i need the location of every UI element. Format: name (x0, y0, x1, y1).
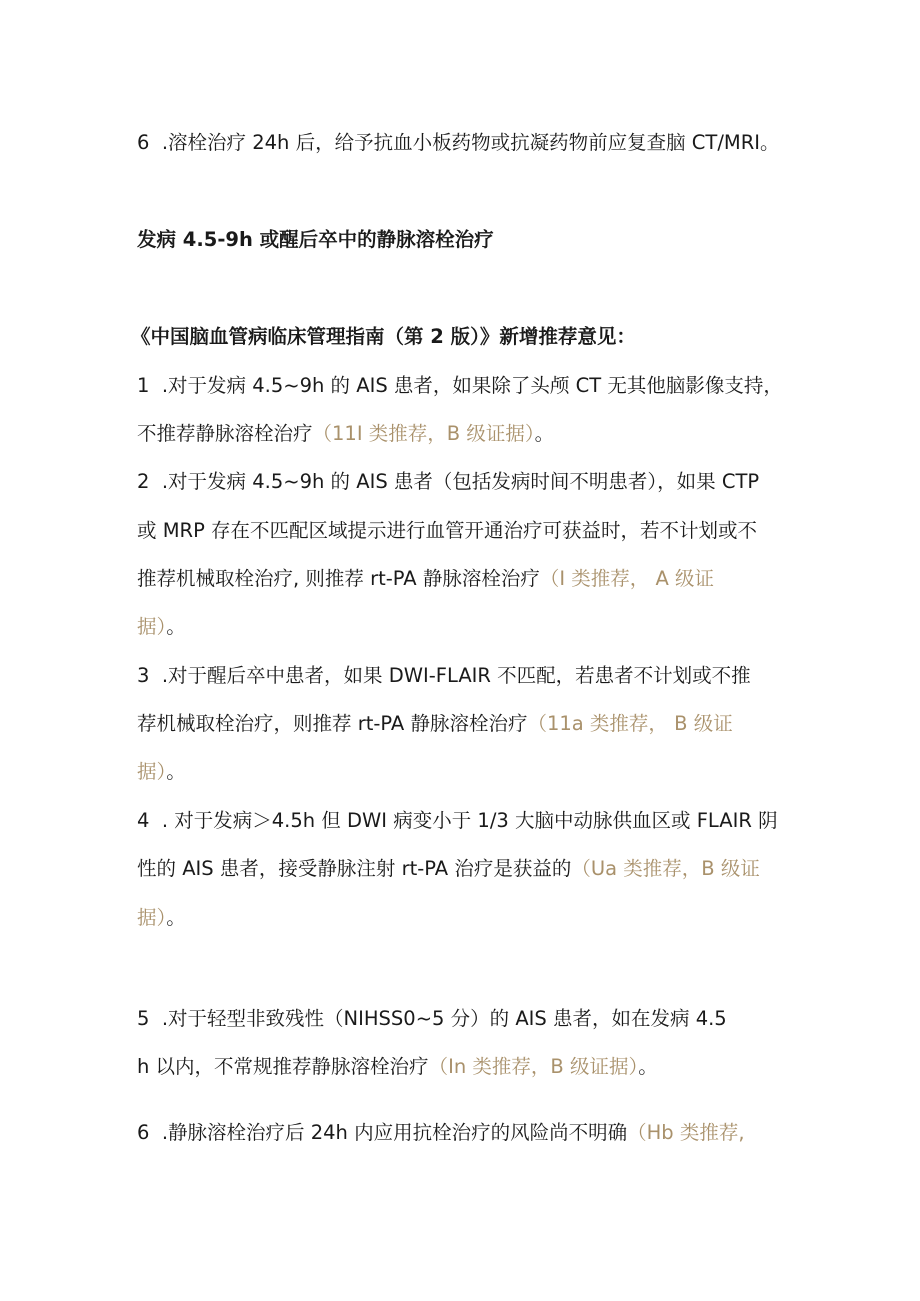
recommendation-2-line-4 (137, 612, 186, 642)
sentence-end: 。 (166, 906, 186, 929)
recommendation-5-line-1 (137, 1004, 727, 1034)
recommendation-3-line-2 (137, 709, 733, 739)
top-item-text: .溶栓治疗 24h 后，给予抗血小板药物或抗凝药物前应复查脑 CT/MRI。 (161, 131, 780, 154)
evidence-level: （Ua 类推荐，B 级证 (571, 857, 760, 880)
recommendation-number: 4 (137, 809, 150, 832)
recommendation-text: 性的 AIS 患者，接受静脉注射 rt-PA 治疗是获益的 (137, 857, 572, 880)
recommendation-2-line-1 (137, 467, 759, 497)
evidence-level: （I 类推荐， A 级证 (539, 567, 715, 590)
sentence-end: 。 (166, 760, 186, 783)
recommendation-4-line-2 (137, 854, 760, 884)
sentence-end: 。 (638, 1055, 658, 1078)
recommendation-number: 2 (137, 470, 150, 493)
sentence-end: 。 (166, 615, 186, 638)
recommendation-text: 不推荐静脉溶栓治疗 (137, 422, 313, 445)
recommendation-4-line-1 (137, 806, 778, 836)
recommendation-6-line-1 (137, 1118, 745, 1148)
recommendation-2-line-3 (137, 564, 714, 594)
recommendation-text: h 以内，不常规推荐静脉溶栓治疗 (137, 1055, 429, 1078)
evidence-level: 据） (137, 615, 167, 638)
sentence-end: 。 (534, 422, 555, 445)
section-heading: 发病 4.5-9h 或醒后卒中的静脉溶栓治疗 (137, 228, 494, 251)
recommendation-text: .对于发病 4.5~9h 的 AIS 患者，如果除了头颅 CT 无其他脑影像支持， (161, 374, 783, 397)
recommendation-5-line-2 (137, 1052, 658, 1082)
recommendation-text: 荐机械取栓治疗，则推荐 rt-PA 静脉溶栓治疗 (137, 712, 528, 735)
recommendation-number: 3 (137, 664, 150, 687)
evidence-level: 据） (137, 760, 167, 783)
recommendation-text: .对于醒后卒中患者，如果 DWI-FLAIR 不匹配，若患者不计划或不推 (161, 664, 751, 687)
evidence-level: （In 类推荐，B 级证据） (428, 1055, 639, 1078)
evidence-level: （11I 类推荐，B 级证据） (312, 422, 535, 445)
recommendation-text: .对于发病 4.5~9h 的 AIS 患者（包括发病时间不明患者），如果 CTP (161, 470, 760, 493)
recommendation-text: .静脉溶栓治疗后 24h 内应用抗栓治疗的风险尚不明确 (161, 1121, 628, 1144)
recommendation-1-line-2 (137, 419, 554, 449)
recommendation-text: .对于轻型非致残性（NIHSS0~5 分）的 AIS 患者，如在发病 4.5 (161, 1007, 727, 1030)
recommendation-2-line-2 (137, 516, 757, 546)
guideline-heading: 《中国脑血管病临床管理指南（第 2 版）》新增推荐意见： (131, 325, 636, 348)
recommendation-number: 5 (137, 1007, 150, 1030)
evidence-level: （11a 类推荐， B 级证 (527, 712, 733, 735)
top-item-number: 6 (137, 131, 150, 154)
recommendation-3-line-1 (137, 661, 751, 691)
evidence-level: （Hb 类推荐, (627, 1121, 745, 1144)
evidence-level: 据） (137, 906, 167, 929)
recommendation-number: 6 (137, 1121, 150, 1144)
recommendation-text: 或 MRP 存在不匹配区域提示进行血管开通治疗可获益时，若不计划或不 (137, 519, 758, 542)
recommendation-text: . 对于发病＞4.5h 但 DWI 病变小于 1/3 大脑中动脉供血区或 FLAIR 阴 (161, 809, 778, 832)
recommendation-number: 1 (137, 374, 150, 397)
recommendation-3-line-3 (137, 757, 186, 787)
top-item-line (137, 128, 780, 158)
recommendation-text: 推荐机械取栓治疗, 则推荐 rt-PA 静脉溶栓治疗 (137, 567, 540, 590)
recommendation-4-line-3 (137, 903, 186, 933)
recommendation-1-line-1 (137, 371, 783, 401)
